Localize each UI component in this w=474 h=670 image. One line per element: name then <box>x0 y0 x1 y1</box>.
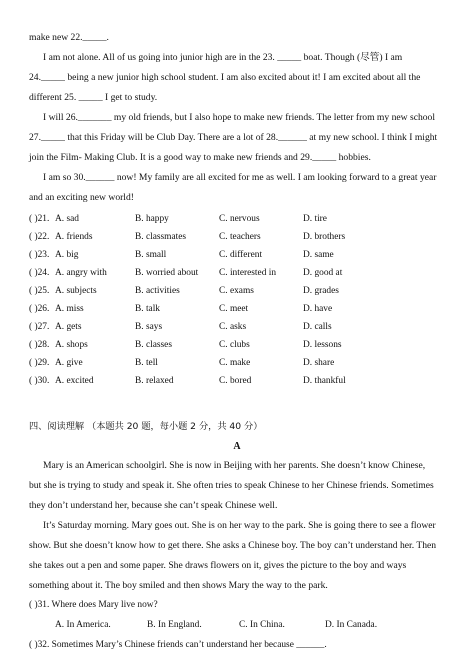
option-d[interactable]: D. thankful <box>303 376 346 386</box>
question-number[interactable]: ( )22. <box>29 232 50 242</box>
question-number[interactable]: ( )27. <box>29 322 50 332</box>
option-a[interactable]: A. friends <box>55 232 93 242</box>
option-c[interactable]: C. asks <box>219 322 247 332</box>
question-number[interactable]: ( )23. <box>29 250 50 260</box>
option-d[interactable]: D. In Canada. <box>325 620 378 630</box>
option-b[interactable]: B. tell <box>135 358 158 368</box>
cloze-line: 24._____ being a new junior high school student. I am also excited about it! I am excited about all the <box>29 72 421 83</box>
question-number[interactable]: ( )26. <box>29 304 50 314</box>
option-b[interactable]: B. activities <box>135 286 180 296</box>
reading-line: Mary is an American schoolgirl. She is now in Beijing with her parents. She doesn’t know Chinese, <box>43 460 426 471</box>
reading-line: they don’t understand her, because she can’t speak Chinese well. <box>29 500 278 511</box>
cloze-line: and an exciting new world! <box>29 192 134 203</box>
option-b[interactable]: B. talk <box>135 304 160 314</box>
question-31: ( )31. Where does Mary live now? <box>29 600 158 610</box>
cloze-line: join the Film- Making Club. It is a good way to make new friends and 29._____ hobbies. <box>29 152 371 163</box>
reading-line: It’s Saturday morning. Mary goes out. She is on her way to the park. She is going there to see a flower <box>43 520 436 531</box>
option-c[interactable]: C. make <box>219 358 251 368</box>
option-c[interactable]: C. nervous <box>219 214 260 224</box>
option-a[interactable]: A. excited <box>55 376 94 386</box>
option-a[interactable]: A. gets <box>55 322 82 332</box>
option-d[interactable]: D. have <box>303 304 333 314</box>
question-32: ( )32. Sometimes Mary’s Chinese friends can’t understand her because ______. <box>29 640 327 650</box>
option-d[interactable]: D. same <box>303 250 334 260</box>
option-d[interactable]: D. share <box>303 358 335 368</box>
option-a[interactable]: A. miss <box>55 304 84 314</box>
question-number[interactable]: ( )21. <box>29 214 50 224</box>
option-d[interactable]: D. calls <box>303 322 332 332</box>
option-c[interactable]: C. interested in <box>219 268 277 278</box>
option-c[interactable]: C. bored <box>219 376 252 386</box>
question-number[interactable]: ( )25. <box>29 286 50 296</box>
cloze-line: I am so 30.______ now! My family are all excited for me as well. I am looking forward to a great year <box>43 172 437 183</box>
option-a[interactable]: A. shops <box>55 340 88 350</box>
option-d[interactable]: D. grades <box>303 286 339 296</box>
option-b[interactable]: B. worried about <box>135 268 199 278</box>
question-number[interactable]: ( )29. <box>29 358 50 368</box>
cloze-line: make new 22._____. <box>29 32 109 43</box>
option-d[interactable]: D. brothers <box>303 232 346 242</box>
option-c[interactable]: C. clubs <box>219 340 250 350</box>
section-heading: 四、阅读理解 （本题共 20 题，每小题 2 分，共 40 分） <box>29 421 263 432</box>
option-b[interactable]: B. small <box>135 250 167 260</box>
reading-line: something about it. The boy smiled and then shows Mary the way to the park. <box>29 580 328 591</box>
question-number[interactable]: ( )28. <box>29 340 50 350</box>
cloze-line: different 25. _____ I get to study. <box>29 92 158 103</box>
option-c[interactable]: C. exams <box>219 286 254 296</box>
cloze-line: I am not alone. All of us going into junior high are in the 23. _____ boat. Though (尽管) I am <box>43 52 403 63</box>
option-a[interactable]: A. subjects <box>55 286 97 296</box>
reading-line: she takes out a pen and some paper. She draws flowers on it, gives the picture to the boy and ways <box>29 560 407 571</box>
option-d[interactable]: D. good at <box>303 268 343 278</box>
question-number[interactable]: ( )30. <box>29 376 50 386</box>
option-b[interactable]: B. In England. <box>147 620 202 630</box>
reading-line: show. But she doesn’t know how to get there. She asks a Chinese boy. The boy can’t understand her. Then <box>29 540 437 551</box>
option-c[interactable]: C. different <box>219 250 263 260</box>
option-b[interactable]: B. classmates <box>135 232 187 242</box>
option-d[interactable]: D. lessons <box>303 340 342 350</box>
passage-title: A <box>233 441 241 452</box>
option-a[interactable]: A. angry with <box>55 268 107 278</box>
option-b[interactable]: B. relaxed <box>135 376 174 386</box>
cloze-line: I will 26._______ my old friends, but I also hope to make new friends. The letter from my new school <box>43 112 436 123</box>
option-d[interactable]: D. tire <box>303 214 327 224</box>
option-a[interactable]: A. give <box>55 358 83 368</box>
option-a[interactable]: A. sad <box>55 214 79 224</box>
option-b[interactable]: B. happy <box>135 214 169 224</box>
option-b[interactable]: B. says <box>135 322 163 332</box>
cloze-line: 27._____ that this Friday will be Club Day. There are a lot of 28.______ at my new school. I think I might <box>29 132 438 143</box>
question-number[interactable]: ( )24. <box>29 268 50 278</box>
reading-line: but she is trying to study and speak it. She often tries to speak Chinese to her Chinese friends. Sometimes <box>29 480 434 491</box>
option-c[interactable]: C. In China. <box>239 620 285 630</box>
question-31-options <box>29 616 429 634</box>
option-c[interactable]: C. teachers <box>219 232 261 242</box>
option-a[interactable]: A. In America. <box>55 620 111 630</box>
option-c[interactable]: C. meet <box>219 304 249 314</box>
option-a[interactable]: A. big <box>55 250 79 260</box>
option-b[interactable]: B. classes <box>135 340 172 350</box>
